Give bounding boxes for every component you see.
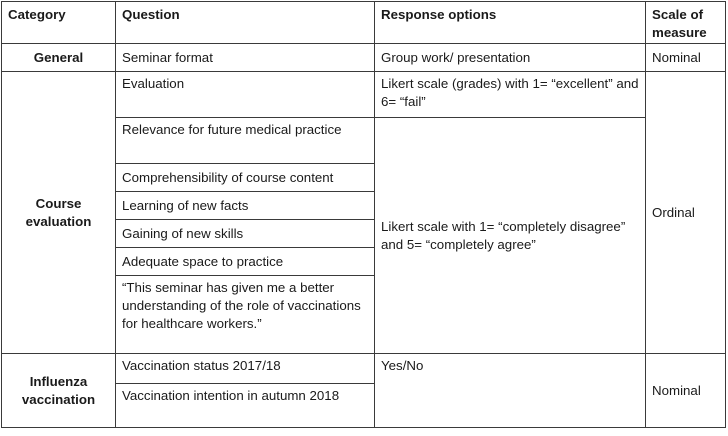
table-row-general: [2, 44, 726, 72]
question-learning-new-facts: Learning of new facts: [116, 192, 375, 220]
question-comprehensibility: Comprehensibility of course content: [116, 164, 375, 192]
response-likert-agree: Likert scale with 1= “completely disagree” and 5= “completely agree”: [375, 118, 646, 354]
header-question: Question: [116, 2, 375, 44]
response-yes-no: Yes/No: [375, 354, 646, 428]
question-relevance: Relevance for future medical practice: [116, 118, 375, 164]
survey-items-table: [1, 1, 726, 428]
question-vaccination-intention: Vaccination intention in autumn 2018: [116, 384, 375, 428]
question-seminar-statement: “This seminar has given me a better understanding of the role of vaccinations for healthcare workers.”: [116, 276, 375, 354]
question-vaccination-status: Vaccination status 2017/18: [116, 354, 375, 384]
category-general: General: [2, 44, 116, 72]
header-row: [2, 2, 726, 44]
scale-ordinal: Ordinal: [646, 72, 726, 354]
response-group-work: Group work/ presentation: [375, 44, 646, 72]
category-influenza-vaccination: Influenza vaccination: [2, 354, 116, 428]
question-seminar-format: Seminar format: [116, 44, 375, 72]
scale-nominal-general: Nominal: [646, 44, 726, 72]
table-row-evaluation: [2, 72, 726, 118]
header-scale-of-measure: Scale of measure: [646, 2, 726, 44]
category-course-evaluation: Course evaluation: [2, 72, 116, 354]
question-adequate-space: Adequate space to practice: [116, 248, 375, 276]
scale-nominal-influenza: Nominal: [646, 354, 726, 428]
question-gaining-new-skills: Gaining of new skills: [116, 220, 375, 248]
table-row-vaccination-status: [2, 354, 726, 384]
question-evaluation: Evaluation: [116, 72, 375, 118]
header-category: Category: [2, 2, 116, 44]
response-likert-grades: Likert scale (grades) with 1= “excellent” and 6= “fail”: [375, 72, 646, 118]
header-response-options: Response options: [375, 2, 646, 44]
